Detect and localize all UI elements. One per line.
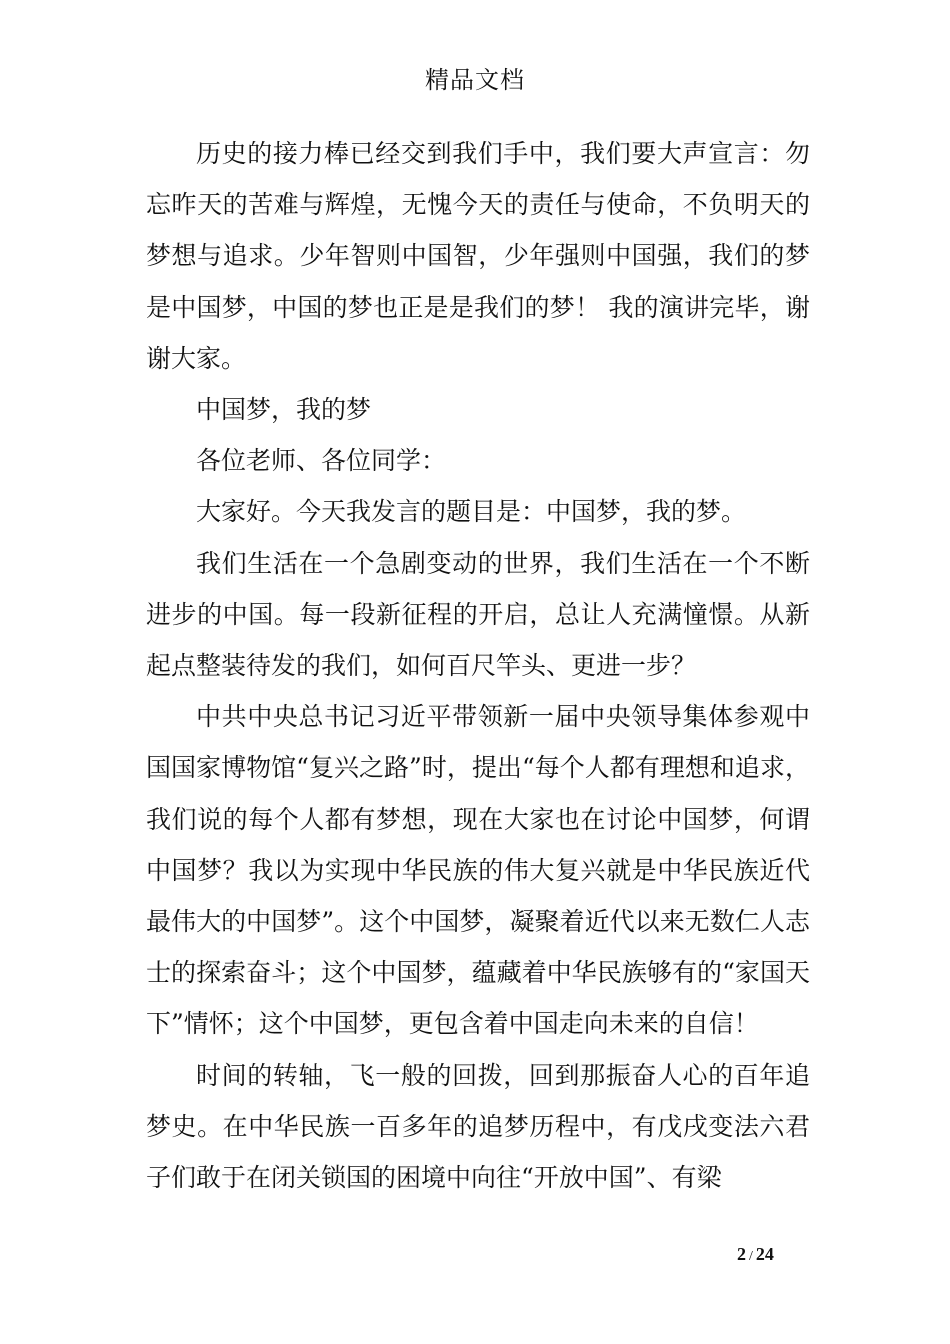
page-number [737,1242,774,1269]
paragraph-changing-world: 我们生活在一个急剧变动的世界，我们生活在一个不断进步的中国。每一段新征程的开启，总让人充满憧憬。从新起点整装待发的我们，如何百尺竿头、更进一步？ [146,548,810,681]
paragraph-history-review: 时间的转轴，飞一般的回拨，回到那振奋人心的百年追梦史。在中华民族一百多年的追梦历程中，有戊戌变法六君子们敢于在闭关锁国的困境中向往“开放中国”、有梁 [146,1060,810,1193]
paragraph-salutation: 各位老师、各位同学： [196,446,447,476]
paragraph-greeting: 大家好。今天我发言的题目是：中国梦，我的梦。 [196,497,747,527]
current-page-number: 2 [737,1244,746,1264]
total-page-count: 24 [755,1244,774,1264]
paragraph-speech-title: 中国梦，我的梦 [196,395,372,425]
page-header-title: 精品文档 [425,66,525,94]
document-body [146,128,810,1203]
page-number-separator: / [749,1249,753,1264]
paragraph-chinese-dream-quote: 中共中央总书记习近平带领新一届中央领导集体参观中国国家博物馆“复兴之路”时，提出“每个人都有理想和追求，我们说的每个人都有梦想，现在大家也在讨论中国梦，何谓中国梦？我以为实现中华民族的伟大复兴就是中华民族近代最伟大的中国梦”。这个中国梦，凝聚着近代以来无数仁人志士的探索奋斗；这个中国梦，蕴藏着中华民族够有的“家国天下”情怀；这个中国梦，更包含着中国走向未来的自信！ [146,702,810,1039]
paragraph-closing-remarks: 历史的接力棒已经交到我们手中，我们要大声宣言：勿忘昨天的苦难与辉煌，无愧今天的责任与使命，不负明天的梦想与追求。少年智则中国智，少年强则中国强，我们的梦是中国梦，中国的梦也正是是我们的梦！ 我的演讲完毕，谢谢大家。 [146,139,810,373]
